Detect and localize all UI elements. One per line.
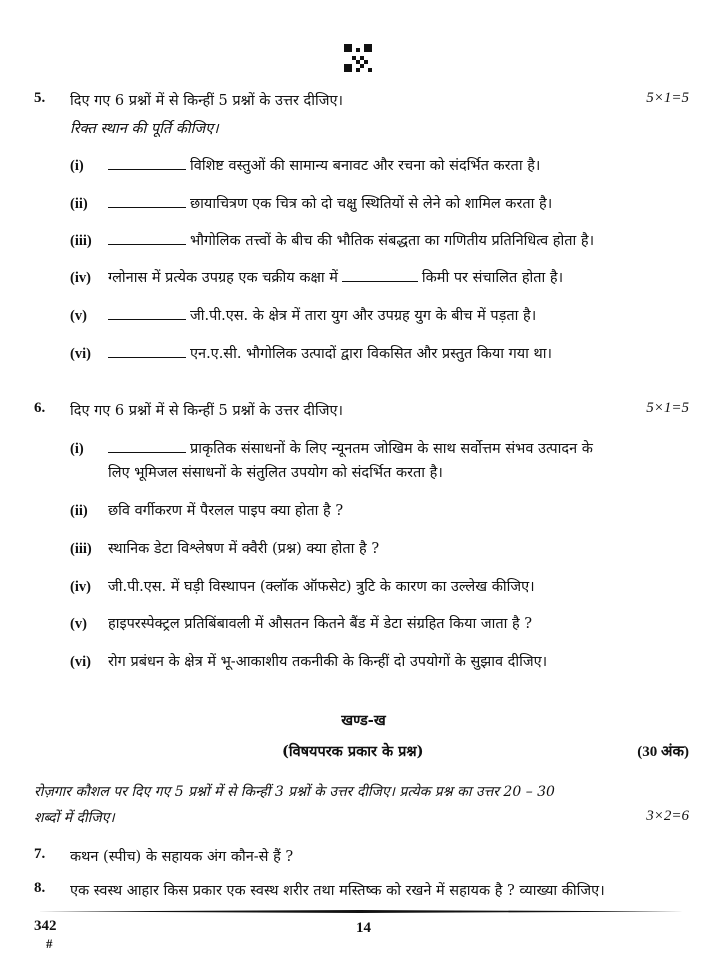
item-text: प्राकृतिक संसाधनों के लिए न्यूनतम जोखिम के साथ सर्वोत्तम संभव उत्पादन के [190,441,593,457]
item-text: भौगोलिक तत्त्वों के बीच की भौतिक संबद्धता का गणितीय प्रतिनिधित्व होता है। [190,233,595,249]
item-text: जी.पी.एस. के क्षेत्र में तारा युग और उपग्रह युग के बीच में पड़ता है। [190,308,537,324]
question-instruction: दिए गए 6 प्रश्नों में से किन्हीं 5 प्रश्नों के उत्तर दीजिए। [70,403,343,419]
item-number: (ii) [70,196,88,212]
item-text: ग्लोनास में प्रत्येक उपग्रह एक चक्रीय कक्षा में [108,270,338,286]
fill-blank [108,159,186,170]
qr-code-icon [344,44,372,72]
hash-mark: # [46,936,53,951]
question-number: 7. [34,846,46,862]
question-text: एक स्वस्थ आहार किस प्रकार एक स्वस्थ शरीर तथा मस्तिष्क को रखने में सहायक है ? व्याख्या कीजिए। [70,883,605,899]
section-instruction: रोज़गार कौशल पर दिए गए 5 प्रश्नों में से किन्हीं 3 प्रश्नों के उत्तर दीजिए। प्रत्येक प्रश्न का उत्तर 20 – 30 [34,784,555,800]
item-text: हाइपरस्पेक्ट्रल प्रतिबिंबावली में औसतन कितने बैंड में डेटा संग्रहित किया जाता है ? [108,616,533,632]
list-item [70,267,563,287]
fill-blank [108,197,186,208]
item-text: जी.पी.एस. में घड़ी विस्थापन (क्लॉक ऑफसेट) त्रुटि के कारण का उल्लेख कीजिए। [108,579,535,595]
item-number: (i) [70,441,84,457]
fill-blank [342,271,418,282]
item-number: (v) [70,308,87,324]
footer-divider [36,910,684,913]
section-marks: (30 अंक) [637,744,689,760]
item-number: (vi) [70,654,91,670]
fill-blank [108,347,186,358]
item-text: रोग प्रबंधन के क्षेत्र में भू-आकाशीय तकनीकी के किन्हीं दो उपयोगों के सुझाव दीजिए। [108,654,548,670]
item-number: (iii) [70,541,92,557]
item-text: किमी पर संचालित होता है। [421,270,564,286]
list-item [70,193,552,213]
section-instruction-continuation: शब्दों में दीजिए। [34,810,115,826]
list-item [70,651,547,671]
item-number: (v) [70,616,87,632]
item-text: विशिष्ट वस्तुओं की सामान्य बनावट और रचना को संदर्भित करता है। [190,158,541,174]
list-item [70,538,379,558]
list-item [70,576,535,596]
section-instruction-marks: 3×2=6 [646,808,689,824]
question-marks: 5×1=5 [646,400,689,416]
list-item [70,305,536,325]
section-title: खण्ड-ख [341,712,386,729]
page-number: 14 [356,920,371,936]
question-number: 8. [34,880,46,896]
paper-code: 342 [34,918,57,934]
item-number: (iv) [70,579,91,595]
item-text: लिए भूमिजल संसाधनों के संतुलित उपयोग को संदर्भित करता है। [108,465,443,481]
question-subinstruction: रिक्त स्थान की पूर्ति कीजिए। [70,121,219,137]
section-subtitle: (विषयपरक प्रकार के प्रश्न) [282,743,424,760]
list-item-continuation [108,462,443,482]
item-text: एन.ए.सी. भौगोलिक उत्पादों द्वारा विकसित और प्रस्तुत किया गया था। [190,346,553,362]
list-item [70,500,343,520]
fill-blank [108,234,186,245]
item-number: (vi) [70,346,91,362]
item-text: छवि वर्गीकरण में पैरलल पाइप क्या होता है ? [108,503,344,519]
item-number: (iii) [70,233,92,249]
item-text: छायाचित्रण एक चित्र को दो चक्षु स्थितियों से लेने को शामिल करता है। [190,196,553,212]
item-text: स्थानिक डेटा विश्लेषण में क्वैरी (प्रश्न) क्या होता है ? [108,541,380,557]
list-item [70,438,593,458]
fill-blank [108,442,186,453]
list-item [70,230,594,250]
question-marks: 5×1=5 [646,90,689,106]
question-number: 6. [34,400,46,416]
list-item [70,613,532,633]
item-number: (ii) [70,503,88,519]
item-number: (i) [70,158,84,174]
fill-blank [108,309,186,320]
list-item [70,155,540,175]
list-item [70,343,552,363]
question-number: 5. [34,90,46,106]
question-instruction: दिए गए 6 प्रश्नों में से किन्हीं 5 प्रश्नों के उत्तर दीजिए। [70,93,343,109]
question-text: कथन (स्पीच) के सहायक अंग कौन-से हैं ? [70,849,294,865]
item-number: (iv) [70,270,91,286]
